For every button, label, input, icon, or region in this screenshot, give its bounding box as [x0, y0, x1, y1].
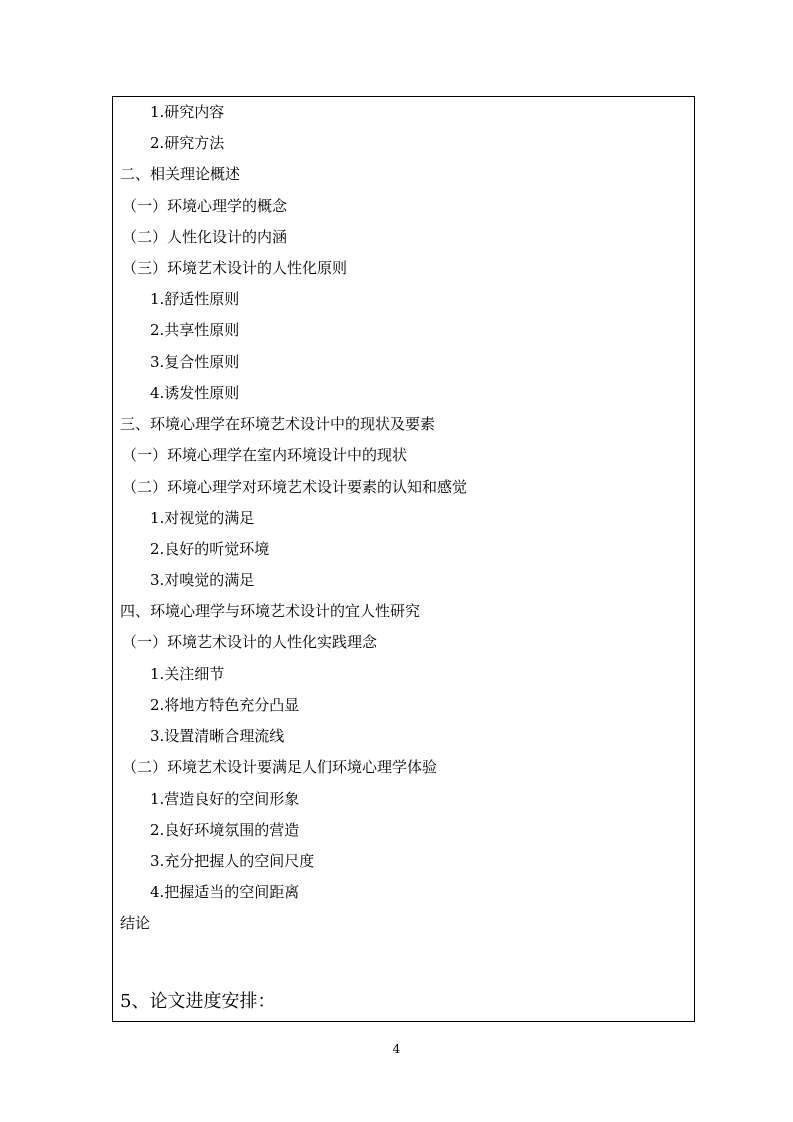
outline-section: （一）环境心理学在室内环境设计中的现状 [122, 446, 408, 464]
outline-item: 2.共享性原则 [150, 321, 240, 339]
outline-item: 4.把握适当的空间距离 [150, 883, 300, 901]
outline-section: （三）环境艺术设计的人性化原则 [122, 259, 348, 277]
outline-item: 3.设置清晰合理流线 [150, 727, 285, 745]
outline-section: （二）人性化设计的内涵 [122, 228, 288, 246]
page-number: 4 [392, 1042, 401, 1056]
outline-chapter: 二、相关理论概述 [120, 165, 241, 183]
outline-item: 1.舒适性原则 [150, 290, 240, 308]
outline-item: 2.良好环境氛围的营造 [150, 821, 300, 839]
outline-item: 1.关注细节 [150, 665, 225, 683]
outline-item: 1.营造良好的空间形象 [150, 790, 300, 808]
outline-item: 2.良好的听觉环境 [150, 540, 270, 558]
outline-item: 2.将地方特色充分凸显 [150, 696, 300, 714]
outline-item: 1.对视觉的满足 [150, 509, 255, 527]
outline-section: （二）环境艺术设计要满足人们环境心理学体验 [122, 758, 438, 776]
outline-conclusion: 结论 [120, 914, 151, 932]
outline-chapter: 三、环境心理学在环境艺术设计中的现状及要素 [120, 415, 436, 433]
outline-item: 3.复合性原则 [150, 353, 240, 371]
outline-section: （一）环境艺术设计的人性化实践理念 [122, 633, 378, 651]
outline-item: 2.研究方法 [150, 134, 225, 152]
outline-item: 3.充分把握人的空间尺度 [150, 852, 315, 870]
outline-item: 3.对嗅觉的满足 [150, 571, 255, 589]
outline-section: （二）环境心理学对环境艺术设计要素的认知和感觉 [122, 478, 468, 496]
outline-item: 4.诱发性原则 [150, 384, 240, 402]
outline-chapter: 四、环境心理学与环境艺术设计的宜人性研究 [120, 602, 421, 620]
outline-section: （一）环境心理学的概念 [122, 197, 288, 215]
outline-item: 1.研究内容 [150, 103, 225, 121]
section-heading: 5、论文进度安排： [120, 991, 276, 1012]
